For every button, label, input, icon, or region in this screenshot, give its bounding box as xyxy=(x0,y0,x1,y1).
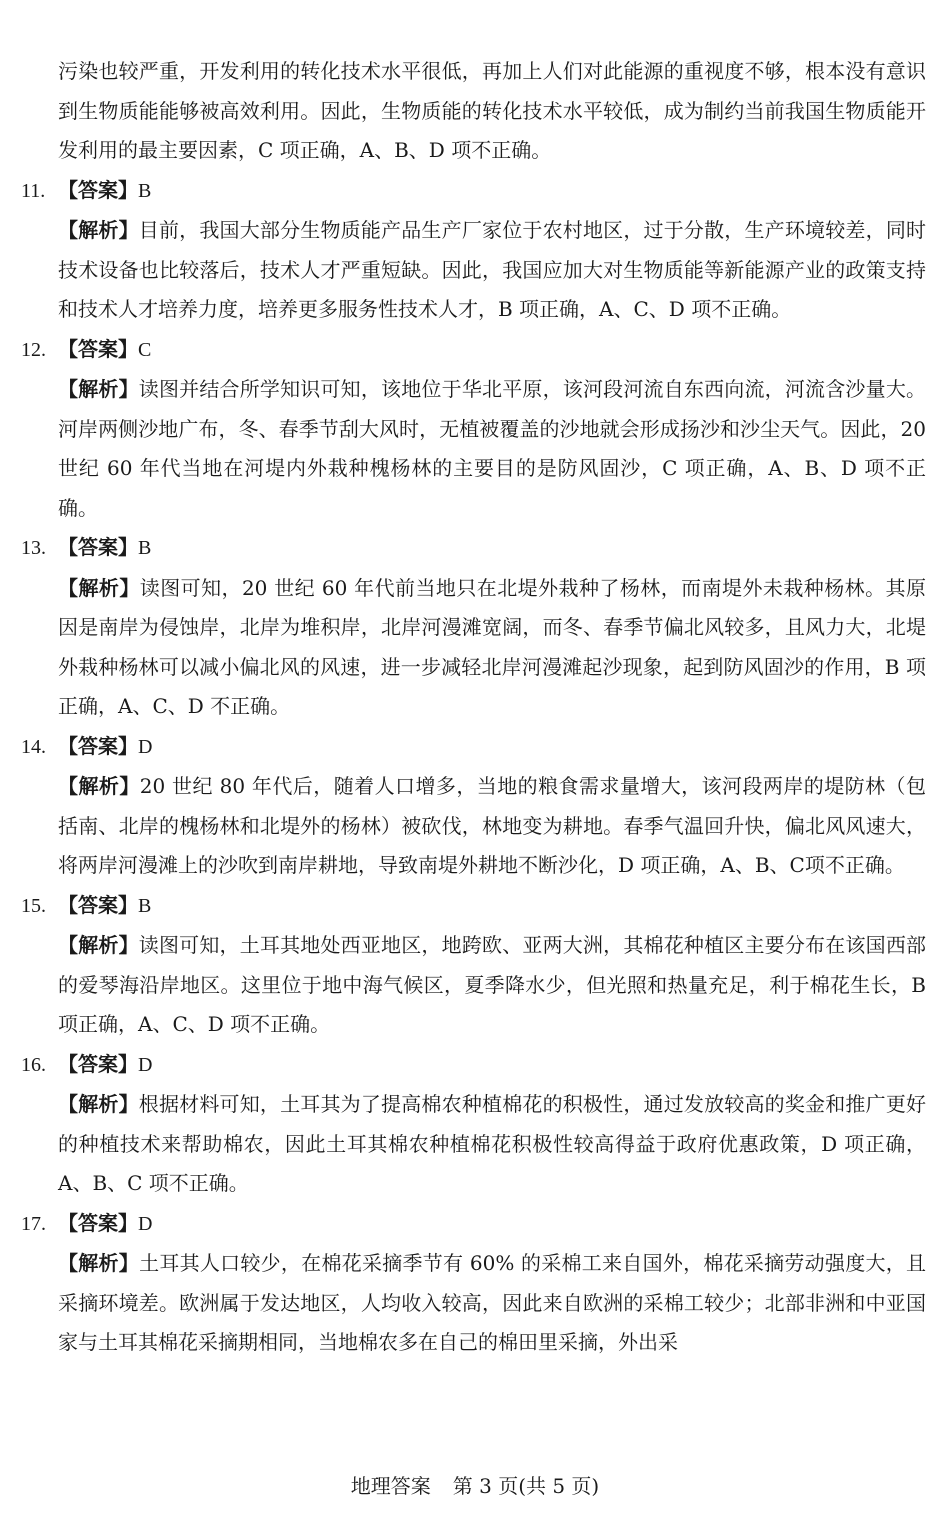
analysis-text: 土耳其人口较少，在棉花采摘季节有 60% 的采棉工来自国外，棉花采摘劳动强度大，且采摘环境差。欧洲属于发达地区，人均收入较高，因此来自欧洲的采棉工较少；北部非洲和中亚国家与土耳其棉花采摘期相同，当地棉农多在自己的棉田里采摘，外出采 xyxy=(58,1251,927,1354)
answer-tag: 【答案】 xyxy=(58,1051,138,1076)
question-number: 14. xyxy=(21,735,46,758)
question-item xyxy=(21,171,927,330)
question-item xyxy=(21,330,927,529)
analysis-paragraph xyxy=(58,1244,926,1363)
footer-page-number: 第 3 页(共 5 页) xyxy=(452,1474,600,1498)
analysis-tag: 【解析】 xyxy=(58,377,139,401)
answer-tag: 【答案】 xyxy=(58,892,138,917)
question-item xyxy=(21,886,927,1045)
answer-value: C xyxy=(138,338,152,361)
analysis-paragraph xyxy=(58,926,926,1045)
answer-tag: 【答案】 xyxy=(58,733,138,758)
answer-line xyxy=(21,330,926,371)
question-item xyxy=(21,727,926,886)
answer-tag: 【答案】 xyxy=(58,535,138,559)
analysis-paragraph xyxy=(58,370,926,528)
answer-line xyxy=(21,886,926,927)
question-item xyxy=(21,1045,927,1204)
analysis-paragraph xyxy=(58,569,926,727)
question-number: 15. xyxy=(21,894,46,917)
answer-line xyxy=(21,1204,926,1245)
analysis-tag: 【解析】 xyxy=(58,1092,139,1116)
analysis-tag: 【解析】 xyxy=(58,774,140,798)
analysis-text: 根据材料可知，土耳其为了提高棉农种植棉花的积极性，通过发放较高的奖金和推广更好的种植技术来帮助棉农，因此土耳其棉农种植棉花积极性较高得益于政府优惠政策，D 项正确，A、B、C 项不正确。 xyxy=(58,1092,927,1195)
analysis-text: 目前，我国大部分生物质能产品生产厂家位于农村地区，过于分散，生产环境较差，同时技术设备也比较落后，技术人才严重短缺。因此，我国应加大对生物质能等新能源产业的政策支持和技术人才培养力度，培养更多服务性技术人才，B 项正确，A、C、D 项不正确。 xyxy=(58,218,927,321)
answer-line xyxy=(21,1045,926,1086)
analysis-tag: 【解析】 xyxy=(58,1251,140,1275)
analysis-tag: 【解析】 xyxy=(58,218,139,242)
analysis-tag: 【解析】 xyxy=(58,933,139,957)
analysis-text: 20 世纪 80 年代后，随着人口增多，当地的粮食需求量增大，该河段两岸的堤防林（包括南、北岸的槐杨林和北堤外的杨林）被砍伐，林地变为耕地。春季气温回升快，偏北风风速大，将两岸河漫滩上的沙吹到南岸耕地，导致南堤外耕地不断沙化，D 项正确，A、B、C项不正确。 xyxy=(58,774,926,877)
analysis-paragraph xyxy=(58,767,926,886)
answer-value: B xyxy=(138,894,152,917)
answer-tag: 【答案】 xyxy=(58,336,138,361)
answer-value: B xyxy=(138,179,152,202)
answer-content xyxy=(21,52,927,1363)
answer-value: D xyxy=(138,1053,153,1076)
question-number: 12. xyxy=(21,338,46,361)
answer-line xyxy=(21,528,926,569)
answer-tag: 【答案】 xyxy=(58,177,138,202)
analysis-paragraph xyxy=(58,1085,926,1204)
analysis-text: 读图可知，20 世纪 60 年代前当地只在北堤外栽种了杨林，而南堤外未栽种杨林。其原因是南岸为侵蚀岸，北岸为堆积岸，北岸河漫滩宽阔，而冬、春季节偏北风较多，且风力大，北堤外栽种杨林可以减小偏北风的风速，进一步减轻北岸河漫滩起沙现象，起到防风固沙的作用，B 项正确，A、C、D 不正确。 xyxy=(58,575,926,718)
answer-line xyxy=(21,171,926,212)
analysis-text: 读图可知，土耳其地处西亚地区，地跨欧、亚两大洲，其棉花种植区主要分布在该国西部的爱琴海沿岸地区。这里位于地中海气候区，夏季降水少，但光照和热量充足，利于棉花生长，B 项正确，A、C、D 项不正确。 xyxy=(58,933,927,1036)
question-item xyxy=(21,1204,927,1363)
answer-tag: 【答案】 xyxy=(58,1210,138,1235)
analysis-tag: 【解析】 xyxy=(58,575,140,600)
answer-value: B xyxy=(138,537,152,559)
analysis-paragraph xyxy=(58,211,926,330)
question-number: 11. xyxy=(21,179,46,202)
answer-value: D xyxy=(138,735,153,758)
question-item xyxy=(21,528,926,727)
answer-value: D xyxy=(138,1212,153,1235)
question-number: 13. xyxy=(21,537,46,559)
continuation-paragraph: 污染也较严重，开发利用的转化技术水平很低，再加上人们对此能源的重视度不够，根本没有意识到生物质能能够被高效利用。因此，生物质能的转化技术水平较低，成为制约当前我国生物质能开发利用的最主要因素，C 项正确，A、B、D 项不正确。 xyxy=(58,59,926,162)
page-footer xyxy=(0,1470,950,1499)
question-number: 16. xyxy=(21,1053,46,1076)
question-number: 17. xyxy=(21,1212,46,1235)
analysis-text: 读图并结合所学知识可知，该地位于华北平原，该河段河流自东西向流，河流含沙量大。河岸两侧沙地广布，冬、春季节刮大风时，无植被覆盖的沙地就会形成扬沙和沙尘天气。因此，20 世纪 60 年代当地在河堤内外栽种槐杨林的主要目的是防风固沙，C 项正确，A、B、D 项不正确。 xyxy=(58,377,927,520)
answer-line xyxy=(21,727,926,768)
footer-subject: 地理答案 xyxy=(350,1474,431,1498)
